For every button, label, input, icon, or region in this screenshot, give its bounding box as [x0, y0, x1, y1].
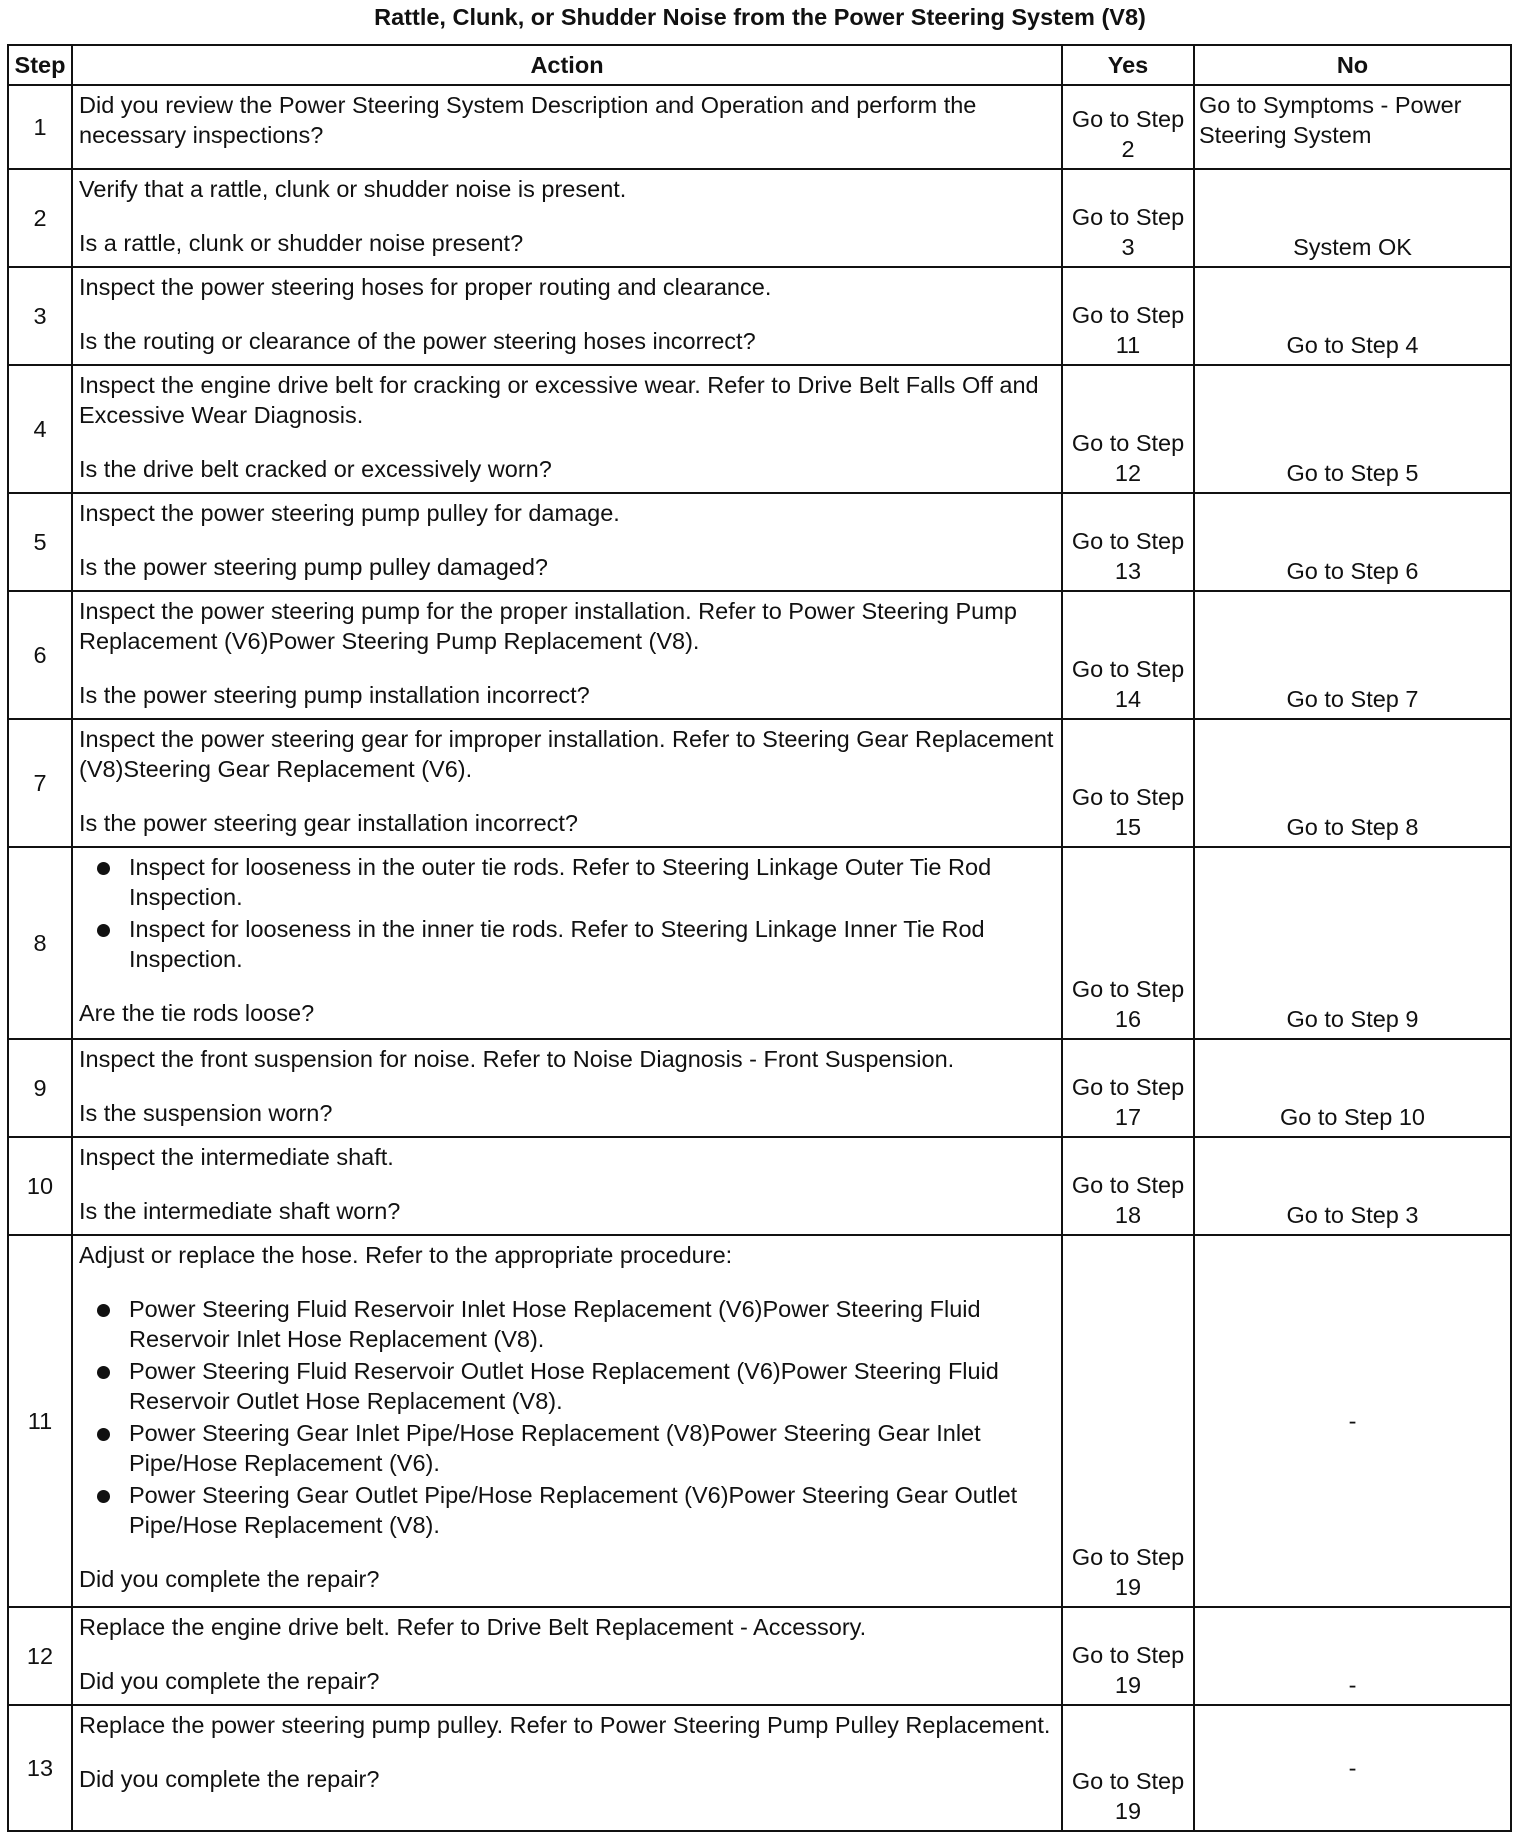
yes-result: Go to Step 3 — [1062, 169, 1194, 267]
bullet-text: Inspect for looseness in the inner tie rods. Refer to Steering Linkage Inner Tie Rod Inspection. — [129, 916, 985, 972]
header-step: Step — [8, 45, 72, 85]
table-row — [8, 85, 1511, 169]
yes-result: Go to Step 17 — [1062, 1039, 1194, 1137]
action-text: Did you review the Power Steering System Description and Operation and perform the necessary inspections? — [72, 85, 1062, 169]
bullet-text: Power Steering Fluid Reservoir Inlet Hose Replacement (V6)Power Steering Fluid Reservoir Inlet Hose Replacement (V8). — [129, 1296, 981, 1352]
action-cell — [72, 1137, 1062, 1235]
yes-result: Go to Step 19 — [1062, 1705, 1194, 1831]
page-title: Rattle, Clunk, or Shudder Noise from the Power Steering System (V8) — [374, 4, 1146, 30]
action-question: Did you complete the repair? — [79, 1668, 380, 1694]
action-text: Replace the power steering pump pulley. Refer to Power Steering Pump Pulley Replacement. — [79, 1712, 1051, 1738]
action-cell — [72, 365, 1062, 493]
table-row — [8, 365, 1511, 493]
bullet-item — [129, 1294, 1055, 1354]
bullet-item — [129, 914, 1055, 974]
action-question: Is the drive belt cracked or excessively worn? — [79, 456, 552, 482]
action-cell — [72, 1039, 1062, 1137]
yes-result: Go to Step 13 — [1062, 493, 1194, 591]
bullet-text: Power Steering Fluid Reservoir Outlet Hose Replacement (V6)Power Steering Fluid Reservoir Outlet Hose Replacement (V8). — [129, 1358, 999, 1414]
bullet-list — [79, 1294, 1055, 1540]
bullet-item — [129, 1480, 1055, 1540]
bullet-text: Inspect for looseness in the outer tie rods. Refer to Steering Linkage Outer Tie Rod Inspection. — [129, 854, 992, 910]
header-yes: Yes — [1062, 45, 1194, 85]
action-text: Inspect the engine drive belt for cracking or excessive wear. Refer to Drive Belt Falls Off and Excessive Wear Diagnosis. — [79, 372, 1039, 428]
bullet-text: Power Steering Gear Outlet Pipe/Hose Replacement (V6)Power Steering Gear Outlet Pipe/Hose Replacement (V8). — [129, 1482, 1018, 1538]
yes-result: Go to Step 19 — [1062, 1235, 1194, 1607]
action-cell — [72, 1705, 1062, 1831]
step-number: 4 — [8, 365, 72, 493]
bullet-icon — [97, 1428, 110, 1441]
action-question: Is the intermediate shaft worn? — [79, 1198, 401, 1224]
no-result: Go to Step 8 — [1194, 719, 1511, 847]
table-row — [8, 267, 1511, 365]
no-result: Go to Step 6 — [1194, 493, 1511, 591]
action-question: Is the routing or clearance of the power steering hoses incorrect? — [79, 328, 756, 354]
step-number: 3 — [8, 267, 72, 365]
no-result: Go to Step 9 — [1194, 847, 1511, 1039]
action-text: Verify that a rattle, clunk or shudder noise is present. — [79, 176, 627, 202]
yes-result: Go to Step 16 — [1062, 847, 1194, 1039]
action-cell — [72, 169, 1062, 267]
step-number: 12 — [8, 1607, 72, 1705]
yes-result: Go to Step 19 — [1062, 1607, 1194, 1705]
step-number: 6 — [8, 591, 72, 719]
diagnostic-table — [7, 44, 1512, 1832]
action-cell — [72, 1235, 1062, 1607]
action-text: Inspect the power steering pump for the proper installation. Refer to Power Steering Pump Replacement (V6)Power Steering Pump Replacement (V8). — [79, 598, 1017, 654]
action-question: Is the suspension worn? — [79, 1100, 333, 1126]
yes-result: Go to Step 14 — [1062, 591, 1194, 719]
bullet-icon — [97, 1490, 110, 1503]
table-row — [8, 1039, 1511, 1137]
table-row — [8, 493, 1511, 591]
bullet-text: Power Steering Gear Inlet Pipe/Hose Replacement (V8)Power Steering Gear Inlet Pipe/Hose Replacement (V6). — [129, 1420, 981, 1476]
yes-result: Go to Step 2 — [1062, 85, 1194, 169]
step-number: 8 — [8, 847, 72, 1039]
bullet-icon — [97, 924, 110, 937]
action-question: Did you complete the repair? — [79, 1766, 380, 1792]
action-question: Is the power steering pump pulley damaged? — [79, 554, 548, 580]
no-result: System OK — [1194, 169, 1511, 267]
bullet-list — [79, 852, 1055, 974]
table-header-row — [8, 45, 1511, 85]
table-row — [8, 1137, 1511, 1235]
step-number: 5 — [8, 493, 72, 591]
table-row — [8, 719, 1511, 847]
step-number: 2 — [8, 169, 72, 267]
bullet-icon — [97, 1304, 110, 1317]
action-cell — [72, 493, 1062, 591]
table-row — [8, 847, 1511, 1039]
table-row — [8, 1607, 1511, 1705]
table-row — [8, 169, 1511, 267]
yes-result: Go to Step 15 — [1062, 719, 1194, 847]
bullet-icon — [97, 1366, 110, 1379]
action-question: Is the power steering pump installation incorrect? — [79, 682, 590, 708]
action-cell — [72, 847, 1062, 1039]
yes-result: Go to Step 11 — [1062, 267, 1194, 365]
no-result: Go to Step 10 — [1194, 1039, 1511, 1137]
table-row — [8, 1705, 1511, 1831]
no-result: Go to Symptoms - Power Steering System — [1194, 85, 1511, 169]
action-cell — [72, 267, 1062, 365]
table-row — [8, 591, 1511, 719]
action-text: Inspect the intermediate shaft. — [79, 1144, 394, 1170]
no-result: Go to Step 7 — [1194, 591, 1511, 719]
action-cell — [72, 1607, 1062, 1705]
step-number: 9 — [8, 1039, 72, 1137]
no-result: - — [1194, 1235, 1511, 1607]
table-row — [8, 1235, 1511, 1607]
action-question: Is the power steering gear installation incorrect? — [79, 810, 578, 836]
action-cell — [72, 719, 1062, 847]
step-number: 13 — [8, 1705, 72, 1831]
action-text: Inspect the power steering pump pulley for damage. — [79, 500, 620, 526]
header-action: Action — [72, 45, 1062, 85]
action-text: Inspect the power steering hoses for proper routing and clearance. — [79, 274, 772, 300]
action-question: Is a rattle, clunk or shudder noise present? — [79, 230, 524, 256]
yes-result: Go to Step 18 — [1062, 1137, 1194, 1235]
step-number: 10 — [8, 1137, 72, 1235]
step-number: 11 — [8, 1235, 72, 1607]
bullet-item — [129, 1356, 1055, 1416]
action-text: Replace the engine drive belt. Refer to Drive Belt Replacement - Accessory. — [79, 1614, 867, 1640]
no-result: - — [1194, 1705, 1511, 1831]
bullet-item — [129, 1418, 1055, 1478]
action-text: Adjust or replace the hose. Refer to the appropriate procedure: — [79, 1242, 733, 1268]
no-result: Go to Step 4 — [1194, 267, 1511, 365]
action-text: Inspect the power steering gear for improper installation. Refer to Steering Gear Replacement (V8)Steering Gear Replacement (V6). — [79, 726, 1054, 782]
no-result: - — [1194, 1607, 1511, 1705]
no-result: Go to Step 3 — [1194, 1137, 1511, 1235]
action-question: Are the tie rods loose? — [79, 1000, 315, 1026]
action-text: Inspect the front suspension for noise. Refer to Noise Diagnosis - Front Suspension. — [79, 1046, 955, 1072]
header-no: No — [1194, 45, 1511, 85]
action-cell — [72, 591, 1062, 719]
bullet-item — [129, 852, 1055, 912]
yes-result: Go to Step 12 — [1062, 365, 1194, 493]
bullet-icon — [97, 862, 110, 875]
no-result: Go to Step 5 — [1194, 365, 1511, 493]
step-number: 7 — [8, 719, 72, 847]
step-number: 1 — [8, 85, 72, 169]
action-question: Did you complete the repair? — [79, 1566, 380, 1592]
